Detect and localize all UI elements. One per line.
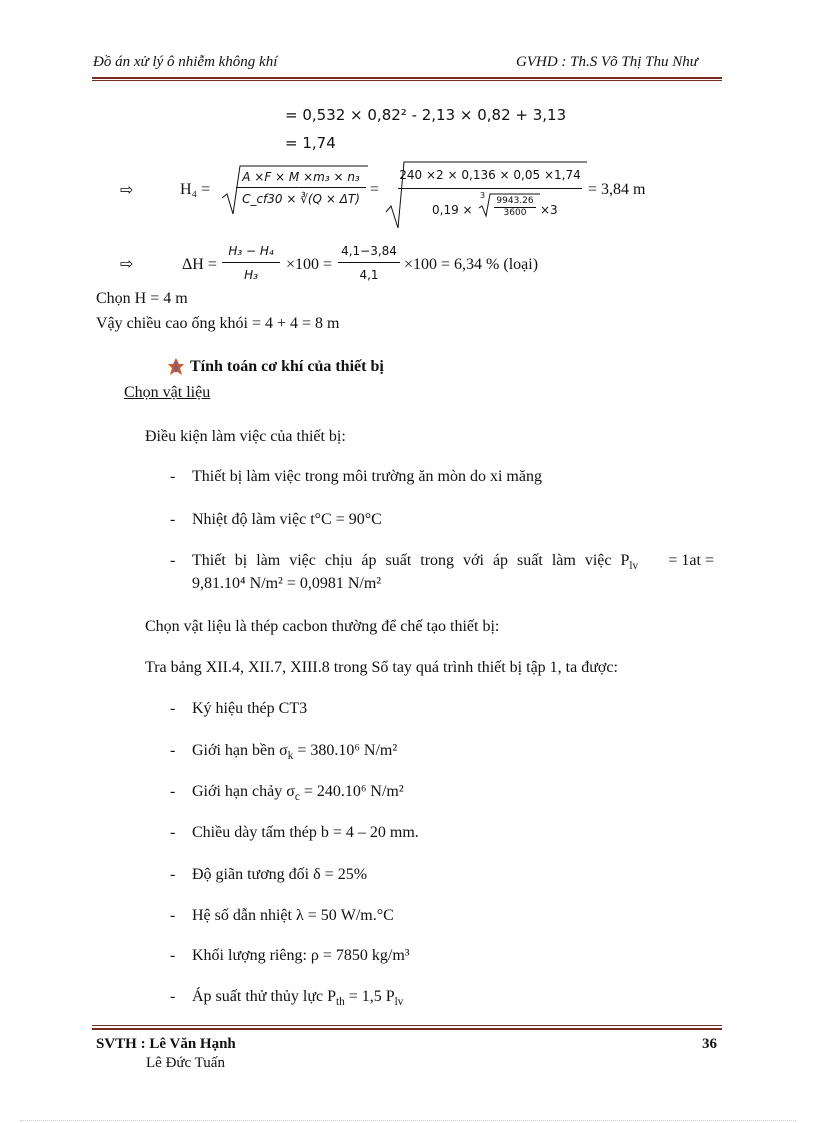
h4-result: = 3,84 m (588, 181, 646, 198)
condition-1: Thiết bị làm việc trong môi trường ăn mòn do xi măng (192, 468, 542, 485)
dh-numerator-values: 4,1−3,84 (341, 244, 397, 258)
bullet-dash: - (170, 742, 176, 759)
prop-4: Chiều dày tấm thép b = 4 – 20 mm. (192, 824, 419, 841)
choose-height: Chọn H = 4 m (96, 290, 188, 307)
dh-denominator: H₃ (244, 268, 258, 282)
footer-rule-top (92, 1025, 722, 1026)
prop-3-text: Giới hạn chảy σ (192, 783, 295, 800)
footer-rule-bottom (92, 1028, 722, 1030)
subsection-title: Chọn vật liệu (124, 384, 211, 401)
prop-2-text: Giới hạn bền σ (192, 742, 288, 759)
h4-denominator: C_cf30 × ∛(Q × ΔT) (242, 192, 360, 206)
condition-3-cont: 9,81.10⁴ N/m² = 0,0981 N/m² (192, 575, 382, 592)
prop-8-sub: th (336, 996, 345, 1009)
prop-3-sub: c (294, 791, 300, 804)
h4-inner-num: 9943.26 (496, 196, 534, 206)
bullet-dash: - (170, 700, 176, 717)
prop-8-tail: = 1,5 P (348, 988, 395, 1005)
equals-1: = (370, 181, 380, 198)
h4-fraction-line (236, 187, 366, 188)
material-choice: Chọn vật liệu là thép cacbon thường để chế tạo thiết bị: (145, 618, 500, 635)
cube-root-index: 3 (480, 191, 486, 200)
chimney-height: Vậy chiều cao ống khói = 4 + 4 = 8 m (96, 315, 340, 332)
calc-line-2: = 1,74 (285, 134, 336, 152)
prop-3-tail: = 240.10⁶ N/m² (303, 783, 404, 800)
section-title: Tính toán cơ khí của thiết bị (190, 358, 384, 375)
bullet-dash: - (170, 988, 176, 1005)
dh-fraction-line (222, 262, 280, 263)
h4-numerator-values: 240 ×2 × 0,136 × 0,05 ×1,74 (399, 168, 581, 182)
condition-3-tail: = 1at = (668, 552, 714, 569)
page-bottom-dotted-line (20, 1120, 796, 1121)
prop-8-tail-sub: lv (394, 996, 404, 1009)
condition-3 (192, 552, 714, 572)
h4-values-fraction-line (398, 188, 582, 189)
lookup-text: Tra bảng XII.4, XII.7, XIII.8 trong Sổ tay quá trình thiết bị tập 1, ta được: (145, 659, 618, 676)
h4-denominator-post: ×3 (540, 203, 558, 217)
prop-1: Ký hiệu thép CT3 (192, 700, 308, 717)
calc-line-1: = 0,532 × 0,82² - 2,13 × 0,82 + 3,13 (285, 106, 567, 124)
footer-name-2: Lê Đức Tuấn (146, 1055, 225, 1071)
header-rule-bottom (92, 80, 722, 81)
arrow-icon-2: ⇨ (120, 256, 134, 273)
bullet-dash: - (170, 947, 176, 964)
prop-6: Hệ số dẫn nhiệt λ = 50 W/m.°C (192, 907, 394, 924)
bullet-dash: - (170, 552, 176, 569)
prop-2-sub: k (287, 750, 294, 763)
h4-denominator-pre: 0,19 × (432, 203, 473, 217)
header-left: Đồ án xử lý ô nhiễm không khí (93, 54, 278, 70)
bullet-dash: - (170, 907, 176, 924)
header-right: GVHD : Th.S Võ Thị Thu Như (516, 54, 698, 70)
bullet-dash: - (170, 866, 176, 883)
h4-numerator: A ×F × M ×m₃ × n₃ (242, 170, 360, 184)
dh-denominator-values: 4,1 (359, 268, 379, 282)
dh-lhs: ΔH = (182, 256, 217, 273)
condition-3-sub: lv (629, 560, 639, 573)
bullet-dash: - (170, 511, 176, 528)
arrow-icon: ⇨ (120, 182, 134, 199)
header-rule-top (92, 77, 722, 79)
bullet-dash: - (170, 824, 176, 841)
footer-svth: SVTH : Lê Văn Hạnh (96, 1036, 236, 1052)
prop-3 (192, 783, 404, 803)
h4-inner-den: 3600 (503, 208, 527, 218)
prop-8-text: Áp suất thử thủy lực P (192, 988, 337, 1005)
prop-8 (192, 988, 403, 1008)
prop-7: Khối lượng riêng: ρ = 7850 kg/m³ (192, 947, 410, 964)
h4-lhs: H₄ = (180, 181, 211, 198)
page-number: 36 (702, 1036, 717, 1052)
dh-result: ×100 = 6,34 % (loại) (404, 256, 539, 273)
prop-5: Độ giãn tương đối δ = 25% (192, 866, 368, 883)
bullet-dash: - (170, 783, 176, 800)
condition-2: Nhiệt độ làm việc t°C = 90°C (192, 511, 382, 528)
dh-mid: ×100 = (286, 256, 333, 273)
dh-values-fraction-line (338, 262, 400, 263)
prop-2-tail: = 380.10⁶ N/m² (297, 742, 398, 759)
condition-3-text: Thiết bị làm việc chịu áp suất trong với áp suất làm việc P (192, 552, 630, 569)
dh-numerator: H₃ − H₄ (228, 244, 274, 258)
prop-2 (192, 742, 397, 762)
section-arrow-icon (168, 358, 184, 376)
conditions-intro: Điều kiện làm việc của thiết bị: (145, 428, 346, 445)
bullet-dash: - (170, 468, 176, 485)
